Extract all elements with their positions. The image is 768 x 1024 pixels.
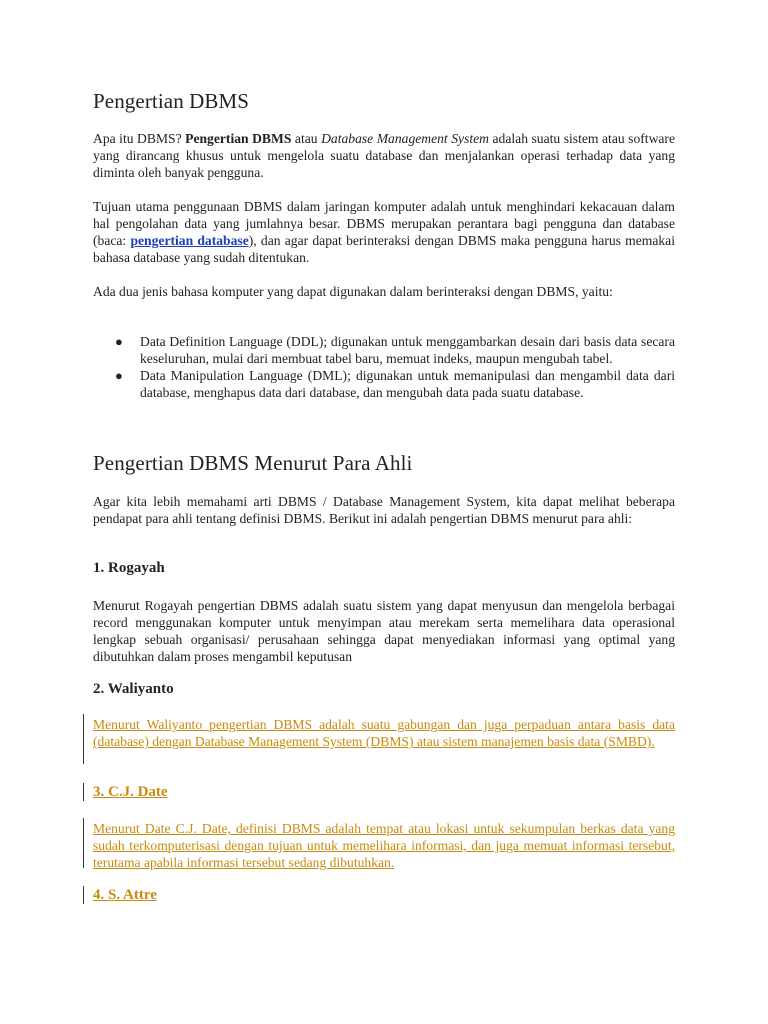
bold-text: Pengertian DBMS [185, 131, 292, 146]
expert-heading: 3. C.J. Date [93, 784, 168, 800]
change-bar [83, 783, 84, 801]
text: ), dan agar dapat berinteraksi dengan DBMS maka pengguna harus memakai bahasa database yang sudah ditentukan. [93, 233, 675, 265]
paragraph: Agar kita lebih memahami arti DBMS / Database Management System, kita dapat melihat beberapa pendapat para ahli tentang definisi DBMS. Berikut ini adalah pengertian DBMS menurut para ahli: [93, 494, 675, 526]
paragraph [93, 130, 675, 181]
change-bar [83, 886, 84, 904]
paragraph [93, 198, 675, 266]
section-title: Pengertian DBMS Menurut Para Ahli [93, 451, 413, 475]
text: Apa itu DBMS? [93, 131, 186, 146]
expert-heading: 1. Rogayah [93, 560, 165, 576]
bullet-icon: ● [115, 334, 123, 349]
page-title: Pengertian DBMS [93, 89, 250, 113]
pengertian-database-link[interactable]: pengertian database [130, 233, 249, 248]
list-item-text: Data Manipulation Language (DML); digunakan untuk memanipulasi dan mengambil data dari database, menghapus data dari database, dan mengubah data pada suatu database. [140, 368, 675, 400]
list-item [93, 333, 675, 367]
expert-heading: 4. S. Attre [93, 887, 157, 903]
text: adalah suatu sistem atau software yang dirancang khusus untuk mengelola suatu database dan menjalankan operasi terhadap data yang diminta oleh banyak pengguna. [93, 131, 675, 180]
change-bar [83, 818, 84, 868]
italic-text: Database Management System [321, 131, 489, 146]
paragraph: Menurut Rogayah pengertian DBMS adalah suatu sistem yang dapat menyusun dan mengelola berbagai record menggunakan komputer untuk menyimpan atau merekam serta memelihara data operasional lengkap sebuah organisasi/ perusahaan sehingga dapat menyediakan informasi yang optimal yang dibutuhkan dalam proses mengambil keputusan [93, 598, 675, 664]
paragraph: Ada dua jenis bahasa komputer yang dapat digunakan dalam berinteraksi dengan DBMS, yaitu: [93, 284, 613, 299]
change-bar [83, 714, 84, 764]
text: atau [291, 131, 322, 146]
list-item-text: Data Definition Language (DDL); digunakan untuk menggambarkan desain dari basis data secara keseluruhan, mulai dari membuat tabel baru, memuat indeks, maupun mengubah tabel. [140, 334, 675, 366]
bullet-icon: ● [115, 368, 123, 383]
tracked-change-paragraph: Menurut Waliyanto pengertian DBMS adalah suatu gabungan dan juga perpaduan antara basis data (database) dengan Database Management System (DBMS) atau sistem manajemen basis data (SMBD). [93, 717, 675, 749]
text: Tujuan utama penggunaan DBMS dalam jaringan komputer adalah untuk menghindari kekacauan dalam hal pengolahan data yang jumlahnya besar. DBMS merupakan perantara bagi pengguna dan database (baca: [93, 199, 675, 248]
list-item [93, 367, 675, 401]
tracked-change-paragraph: Menurut Date C.J. Date, definisi DBMS adalah tempat atau lokasi untuk sekumpulan berkas data yang sudah terkomputerisasi dengan tujuan untuk memelihara informasi, dan juga memuat informasi tersebut, terutama apabila informasi tersebut sedang dibutuhkan. [93, 821, 675, 870]
expert-heading: 2. Waliyanto [93, 681, 174, 697]
bullet-list [93, 333, 675, 401]
